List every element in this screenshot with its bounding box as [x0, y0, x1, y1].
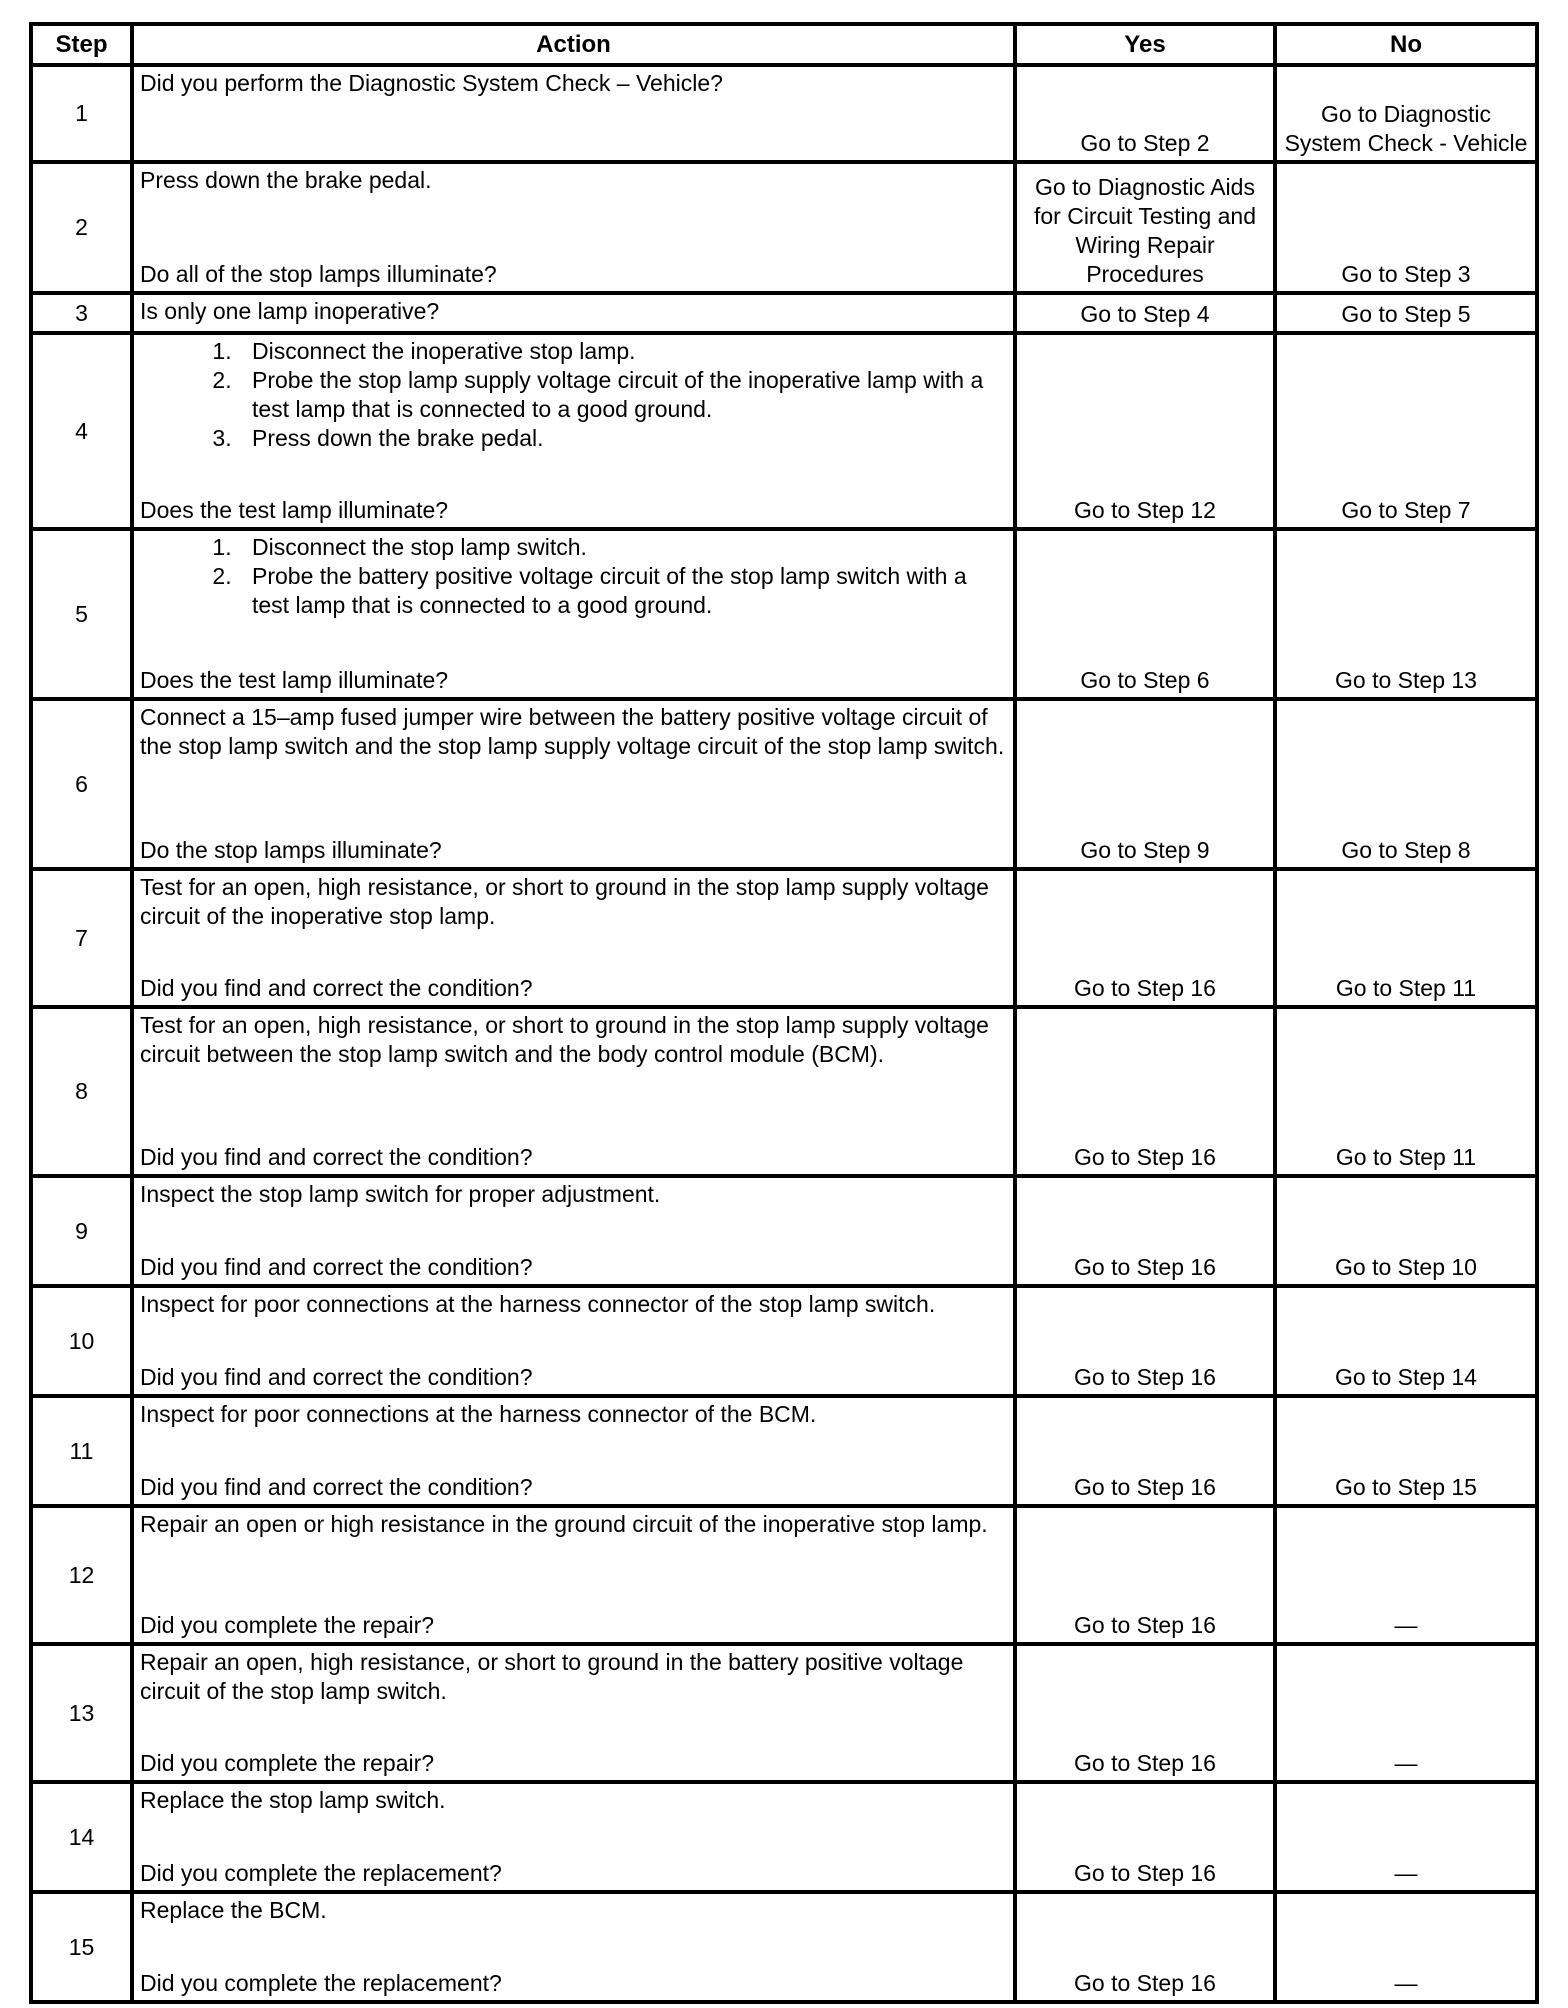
header-row: [31, 24, 1537, 65]
no-result: —: [1275, 1506, 1537, 1644]
action-cell: [132, 699, 1015, 869]
table-row: [31, 1396, 1537, 1506]
step-number: 13: [31, 1644, 132, 1782]
table-row: [31, 1782, 1537, 1892]
yes-result: Go to Step 12: [1015, 333, 1275, 529]
action-question: Did you find and correct the condition?: [140, 1144, 533, 1170]
diagnostic-table: [29, 22, 1539, 2004]
action-steps-list: [140, 337, 1007, 453]
step-number: 7: [31, 869, 132, 1007]
step-number: 9: [31, 1176, 132, 1286]
table-row: [31, 869, 1537, 1007]
action-text: Replace the stop lamp switch.: [140, 1787, 446, 1813]
action-question: Does the test lamp illuminate?: [140, 497, 449, 523]
action-text: Inspect for poor connections at the harness connector of the BCM.: [140, 1401, 817, 1427]
yes-result: Go to Step 16: [1015, 1644, 1275, 1782]
action-cell: [132, 869, 1015, 1007]
table-row: [31, 293, 1537, 333]
action-cell: [132, 293, 1015, 333]
action-text: Repair an open, high resistance, or short to ground in the battery positive voltage circuit of the stop lamp switch.: [140, 1649, 964, 1704]
table-row: [31, 1176, 1537, 1286]
action-text: Connect a 15–amp fused jumper wire between the battery positive voltage circuit of the stop lamp switch and the stop lamp supply voltage circuit of the stop lamp switch.: [140, 704, 1005, 759]
step-number: 3: [31, 293, 132, 333]
action-text: Inspect for poor connections at the harness connector of the stop lamp switch.: [140, 1291, 936, 1317]
action-cell: [132, 1506, 1015, 1644]
yes-result: Go to Step 16: [1015, 1396, 1275, 1506]
action-cell: [132, 1176, 1015, 1286]
action-question: Did you find and correct the condition?: [140, 975, 533, 1001]
yes-result: Go to Step 16: [1015, 1286, 1275, 1396]
no-result: Go to Diagnostic System Check - Vehicle: [1275, 65, 1537, 162]
action-step: 1. Disconnect the inoperative stop lamp.: [238, 337, 1007, 366]
step-number: 10: [31, 1286, 132, 1396]
yes-result: Go to Step 6: [1015, 529, 1275, 699]
action-step: 1. Disconnect the stop lamp switch.: [238, 533, 1007, 562]
table-row: [31, 1892, 1537, 2002]
table-row: [31, 529, 1537, 699]
table-row: [31, 65, 1537, 162]
no-result: Go to Step 3: [1275, 162, 1537, 293]
action-cell: [132, 1892, 1015, 2002]
table-row: [31, 1644, 1537, 1782]
action-cell: [132, 1644, 1015, 1782]
step-number: 11: [31, 1396, 132, 1506]
no-result: —: [1275, 1644, 1537, 1782]
action-text: Press down the brake pedal.: [140, 167, 432, 193]
action-question: Do all of the stop lamps illuminate?: [140, 261, 497, 287]
step-number: 14: [31, 1782, 132, 1892]
action-cell: [132, 1007, 1015, 1176]
yes-result: Go to Diagnostic Aids for Circuit Testing and Wiring Repair Procedures: [1015, 162, 1275, 293]
header-yes: Yes: [1015, 24, 1275, 65]
action-text: Repair an open or high resistance in the ground circuit of the inoperative stop lamp.: [140, 1511, 988, 1537]
action-cell: [132, 65, 1015, 162]
step-number: 4: [31, 333, 132, 529]
action-step: 2. Probe the battery positive voltage circuit of the stop lamp switch with a test lamp that is connected to a good ground.: [238, 562, 1007, 620]
yes-result: Go to Step 2: [1015, 65, 1275, 162]
action-cell: [132, 529, 1015, 699]
yes-result: Go to Step 16: [1015, 869, 1275, 1007]
table-row: [31, 1506, 1537, 1644]
table-row: [31, 1286, 1537, 1396]
action-step: 2. Probe the stop lamp supply voltage circuit of the inoperative lamp with a test lamp that is connected to a good ground.: [238, 366, 1007, 424]
table-row: [31, 333, 1537, 529]
no-result: Go to Step 10: [1275, 1176, 1537, 1286]
yes-result: Go to Step 9: [1015, 699, 1275, 869]
no-result: —: [1275, 1782, 1537, 1892]
table-row: [31, 699, 1537, 869]
action-question: Did you find and correct the condition?: [140, 1474, 533, 1500]
action-cell: [132, 1782, 1015, 1892]
action-cell: [132, 1286, 1015, 1396]
action-question: Did you complete the repair?: [140, 1612, 435, 1638]
header-no: No: [1275, 24, 1537, 65]
yes-result: Go to Step 16: [1015, 1506, 1275, 1644]
table-row: [31, 162, 1537, 293]
no-result: Go to Step 7: [1275, 333, 1537, 529]
step-number: 2: [31, 162, 132, 293]
yes-result: Go to Step 16: [1015, 1007, 1275, 1176]
step-number: 5: [31, 529, 132, 699]
no-result: Go to Step 13: [1275, 529, 1537, 699]
action-text: Did you perform the Diagnostic System Check – Vehicle?: [140, 70, 723, 96]
no-result: Go to Step 11: [1275, 869, 1537, 1007]
no-result: Go to Step 5: [1275, 293, 1537, 333]
action-cell: [132, 162, 1015, 293]
action-text: Test for an open, high resistance, or short to ground in the stop lamp supply voltage circuit between the stop lamp switch and the body control module (BCM).: [140, 1012, 989, 1067]
action-question: Did you complete the replacement?: [140, 1860, 502, 1886]
action-text: Replace the BCM.: [140, 1897, 327, 1923]
step-number: 1: [31, 65, 132, 162]
action-question: Did you complete the repair?: [140, 1750, 435, 1776]
no-result: Go to Step 8: [1275, 699, 1537, 869]
header-step: Step: [31, 24, 132, 65]
yes-result: Go to Step 16: [1015, 1176, 1275, 1286]
action-question: Did you find and correct the condition?: [140, 1254, 533, 1280]
action-steps-list: [140, 533, 1007, 620]
action-text: Test for an open, high resistance, or short to ground in the stop lamp supply voltage circuit of the inoperative stop lamp.: [140, 874, 989, 929]
action-cell: [132, 1396, 1015, 1506]
table-row: [31, 1007, 1537, 1176]
action-cell: [132, 333, 1015, 529]
yes-result: Go to Step 4: [1015, 293, 1275, 333]
step-number: 12: [31, 1506, 132, 1644]
action-step: 3. Press down the brake pedal.: [238, 424, 1007, 453]
step-number: 15: [31, 1892, 132, 2002]
step-number: 8: [31, 1007, 132, 1176]
no-result: Go to Step 14: [1275, 1286, 1537, 1396]
yes-result: Go to Step 16: [1015, 1782, 1275, 1892]
action-text: Inspect the stop lamp switch for proper adjustment.: [140, 1181, 661, 1207]
action-question: Does the test lamp illuminate?: [140, 667, 449, 693]
step-number: 6: [31, 699, 132, 869]
action-text: Is only one lamp inoperative?: [140, 298, 440, 324]
action-question: Did you complete the replacement?: [140, 1970, 502, 1996]
no-result: —: [1275, 1892, 1537, 2002]
action-question: Did you find and correct the condition?: [140, 1364, 533, 1390]
no-result: Go to Step 15: [1275, 1396, 1537, 1506]
action-question: Do the stop lamps illuminate?: [140, 837, 442, 863]
yes-result: Go to Step 16: [1015, 1892, 1275, 2002]
no-result: Go to Step 11: [1275, 1007, 1537, 1176]
header-action: Action: [132, 24, 1015, 65]
